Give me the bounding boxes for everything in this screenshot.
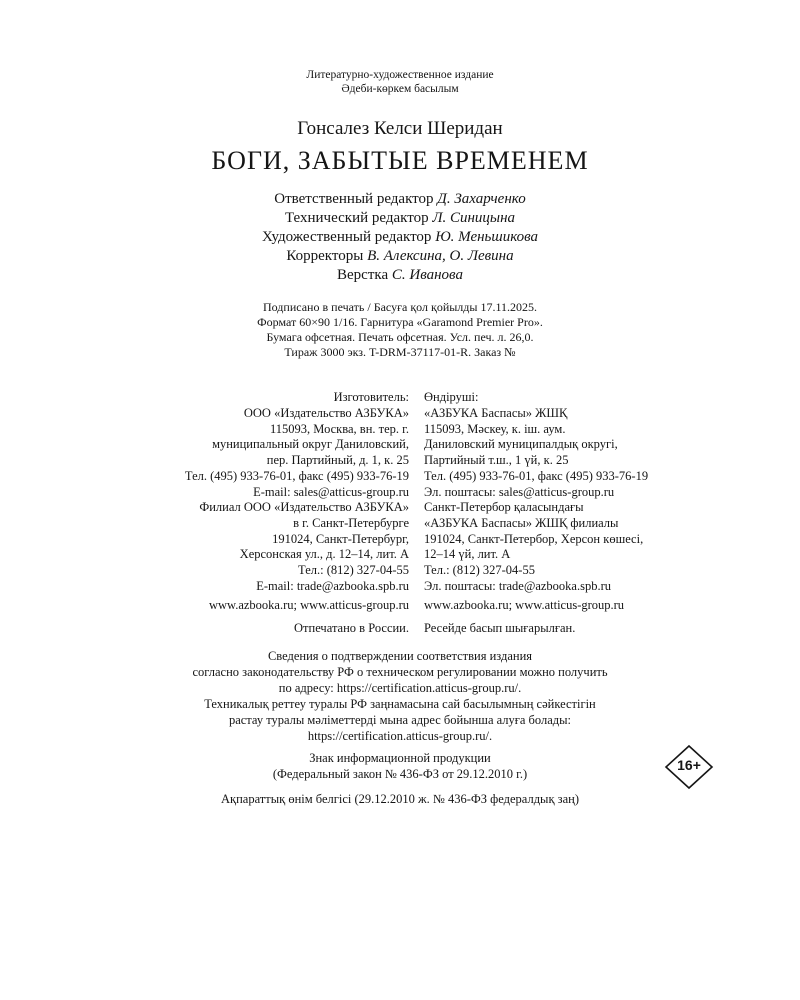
manufacturer-kz <box>424 390 648 501</box>
branch-kz-line: Эл. поштасы: trade@azbooka.spb.ru <box>424 578 612 593</box>
branch-ru-line: E-mail: trade@azbooka.spb.ru <box>256 578 409 593</box>
imprint-block <box>0 300 800 360</box>
credit-person: Д. Захарченко <box>437 191 526 207</box>
branch-ru <box>199 500 409 595</box>
credit-person: В. Алексина, О. Левина <box>367 248 514 264</box>
manufacturer-kz-line: Тел. (495) 933-76-01, факс (495) 933-76-19 <box>424 468 649 483</box>
certification-kz <box>0 696 800 744</box>
certification-ru-line: Сведения о подтверждении соответствия издания <box>267 649 533 663</box>
printed-in-kz: Ресейде басып шығарылған. <box>424 621 576 635</box>
branch-kz-line: Тел.: (812) 327-04-55 <box>424 563 535 578</box>
credit-role: Верстка <box>337 267 389 283</box>
website-ru: www.azbooka.ru; www.atticus-group.ru <box>208 598 409 612</box>
credit-person: С. Иванова <box>391 267 463 283</box>
certification-kz-line: растау туралы мәліметтерді мына адрес бойынша алуға болады: <box>228 713 572 727</box>
manufacturer-ru-line: E-mail: sales@atticus-group.ru <box>253 484 409 499</box>
manufacturer-kz-line: Партийный т.ш., 1 үй, к. 25 <box>424 453 569 468</box>
age-rating-badge <box>664 744 714 790</box>
branch-ru-line: Тел.: (812) 327-04-55 <box>298 563 409 578</box>
manufacturer-kz-line: Эл. поштасы: sales@atticus-group.ru <box>424 484 615 499</box>
manufacturer-ru-line: Изготовитель: <box>333 390 409 404</box>
website-kz: www.azbooka.ru; www.atticus-group.ru <box>424 598 625 612</box>
author-name: Гонсалез Келси Шеридан <box>297 118 503 139</box>
genre-ru: Литературно-художественное издание <box>306 69 494 81</box>
credit-line <box>0 190 800 209</box>
credit-role: Ответственный редактор <box>274 191 434 207</box>
manufacturer-kz-line: Өндіруші: <box>424 390 479 404</box>
manufacturer-kz-line: 115093, Мәскеу, к. іш. аум. <box>424 421 566 436</box>
credit-person: Ю. Меньшикова <box>435 229 539 245</box>
genre-kz: Әдеби-көркем басылым <box>341 83 459 95</box>
imprint-line: Формат 60×90 1/16. Гарнитура «Garamond Premier Pro». <box>257 315 543 329</box>
manufacturer-kz-line: Даниловский муниципалдық округі, <box>424 437 618 452</box>
credit-person: Л. Синицына <box>432 210 516 226</box>
branch-ru-line: в г. Санкт-Петербурге <box>293 515 409 530</box>
certification-kz-line: https://certification.atticus-group.ru/. <box>307 729 493 743</box>
info-product-sign-line: Знак информационной продукции <box>309 751 491 765</box>
certification-ru-line: согласно законодательству РФ о техническом регулировании можно получить <box>192 665 608 679</box>
credit-role: Технический редактор <box>284 210 429 226</box>
genre-block <box>0 68 800 96</box>
manufacturer-ru-line: муниципальный округ Даниловский, <box>212 437 409 452</box>
manufacturer-ru-line: ООО «Издательство АЗБУКА» <box>243 405 409 420</box>
credit-line <box>0 209 800 228</box>
branch-kz-line: 191024, Санкт-Петербор, Херсон көшесі, <box>424 531 644 546</box>
branch-kz-line: Санкт-Петербор қаласындағы <box>424 500 584 514</box>
credit-line <box>0 228 800 247</box>
certification-ru <box>0 648 800 696</box>
age-rating-text: 16+ <box>677 757 701 773</box>
branch-ru-line: Филиал ООО «Издательство АЗБУКА» <box>199 500 409 514</box>
info-product-sign-line: (Федеральный закон № 436-ФЗ от 29.12.2010 г.) <box>272 767 528 781</box>
book-title: БОГИ, ЗАБЫТЫЕ ВРЕМЕНЕМ <box>211 146 589 175</box>
branch-ru-line: 191024, Санкт-Петербург, <box>272 531 409 546</box>
imprint-line: Тираж 3000 экз. T-DRM-37117-01-R. Заказ № <box>284 345 516 359</box>
credit-role: Художественный редактор <box>261 229 432 245</box>
branch-kz-line: 12–14 үй, лит. А <box>424 547 511 562</box>
certification-ru-line: по адресу: https://certification.atticus-group.ru/. <box>278 681 522 695</box>
imprint-line: Подписано в печать / Басуға қол қойылды 17.11.2025. <box>262 300 538 314</box>
branch-kz <box>424 500 643 595</box>
credit-line <box>0 247 800 266</box>
manufacturer-kz-line: «АЗБУКА Баспасы» ЖШҚ <box>424 405 568 420</box>
certification-kz-line: Техникалық реттеу туралы РФ заңнамасына сай басылымның сәйкестігін <box>204 697 596 711</box>
manufacturer-ru-line: пер. Партийный, д. 1, к. 25 <box>266 453 409 468</box>
credits-block <box>0 190 800 285</box>
credit-line <box>0 266 800 285</box>
manufacturer-ru-line: Тел. (495) 933-76-01, факс (495) 933-76-19 <box>184 468 409 483</box>
manufacturer-ru <box>185 390 409 501</box>
imprint-line: Бумага офсетная. Печать офсетная. Усл. печ. л. 26,0. <box>266 330 534 344</box>
branch-ru-line: Херсонская ул., д. 12–14, лит. А <box>239 547 409 562</box>
printed-in-ru: Отпечатано в России. <box>294 621 409 635</box>
credit-role: Корректоры <box>286 248 364 264</box>
branch-kz-line: «АЗБУКА Баспасы» ЖШҚ филиалы <box>424 515 619 530</box>
info-product-sign-kz: Ақпараттық өнім белгісі (29.12.2010 ж. № 436-ФЗ федералдық заң) <box>221 792 579 806</box>
manufacturer-ru-line: 115093, Москва, вн. тер. г. <box>269 421 409 436</box>
